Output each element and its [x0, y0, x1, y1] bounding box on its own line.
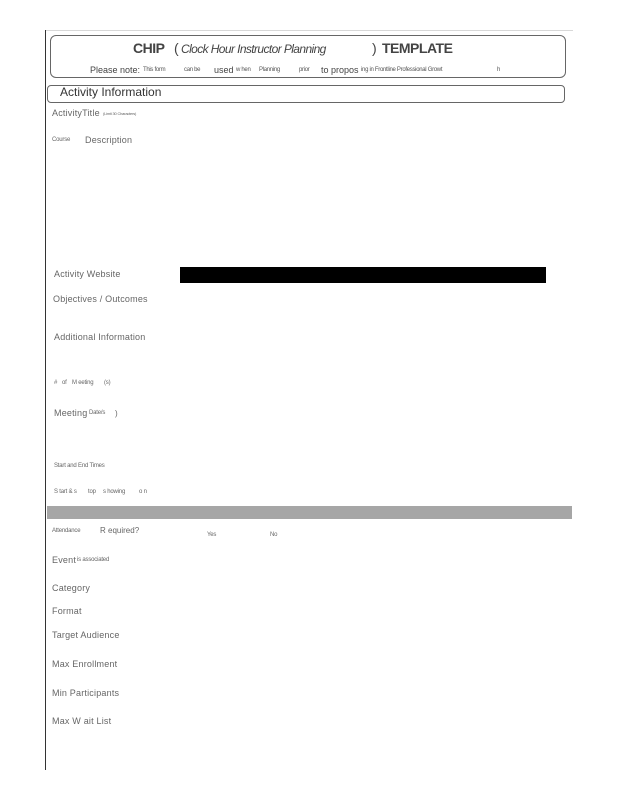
course-label: Course — [52, 137, 71, 143]
note-word: h — [497, 67, 501, 73]
num-meetings-label: of — [62, 380, 67, 386]
max-enrollment-label: Max Enrollment — [52, 659, 118, 669]
start-stop-label: o n — [139, 489, 147, 495]
attendance-no-option[interactable]: No — [270, 532, 278, 538]
objectives-label: Objectives / Outcomes — [53, 294, 148, 304]
note-word: Planning — [259, 67, 280, 73]
target-audience-label: Target Audience — [52, 630, 120, 640]
num-meetings-label: M eeting — [72, 380, 94, 386]
form-title-subtitle: Clock Hour Instructor Planning — [181, 42, 326, 56]
activity-website-label: Activity Website — [54, 269, 121, 279]
additional-info-label: Additional Information — [54, 332, 146, 342]
start-stop-label: S tart & s — [54, 489, 77, 495]
start-stop-label: top — [88, 489, 96, 495]
section-divider-band — [47, 506, 572, 519]
category-label: Category — [52, 583, 91, 593]
event-associated-label: is associated — [77, 557, 110, 563]
section-title: Activity Information — [60, 85, 162, 99]
form-title-template: TEMPLATE — [382, 40, 453, 56]
start-end-times-label: Start and End Times — [54, 463, 105, 469]
top-rule — [45, 30, 573, 31]
note-word: can be — [184, 67, 201, 73]
event-label: Event — [52, 555, 77, 565]
description-label: Description — [85, 135, 133, 145]
required-label: R equired? — [100, 526, 140, 535]
meeting-dates-label: Date/s — [89, 410, 106, 416]
activity-title-label: ActivityTitle — [52, 108, 100, 118]
note-word: w hen — [236, 67, 251, 73]
attendance-yes-option[interactable]: Yes — [207, 532, 217, 538]
title-open-paren: ( — [174, 40, 179, 56]
num-meetings-label: (s) — [104, 380, 111, 386]
meeting-dates-label: Meeting — [54, 408, 88, 418]
redacted-website-field — [180, 267, 546, 283]
note-word: This form — [143, 67, 166, 73]
note-word: used — [214, 65, 234, 75]
activity-title-hint: (Limit 30 Characters) — [103, 111, 137, 116]
attendance-label: Attendance — [52, 528, 81, 534]
note-word: ing in Frontline Professional Growt — [361, 67, 443, 73]
meeting-dates-label: ) — [115, 409, 118, 418]
start-stop-label: s howing — [103, 489, 126, 495]
note-label: Please note: — [90, 65, 141, 75]
max-wait-list-label: Max W ait List — [52, 716, 112, 726]
form-title-chip: CHIP — [133, 40, 165, 56]
num-meetings-label: # — [54, 380, 58, 386]
note-word: prior — [299, 67, 310, 73]
note-word: to propos — [321, 65, 359, 75]
min-participants-label: Min Participants — [52, 688, 120, 698]
format-label: Format — [52, 606, 82, 616]
title-close-paren: ) — [372, 40, 377, 56]
left-margin-rule — [45, 30, 46, 770]
